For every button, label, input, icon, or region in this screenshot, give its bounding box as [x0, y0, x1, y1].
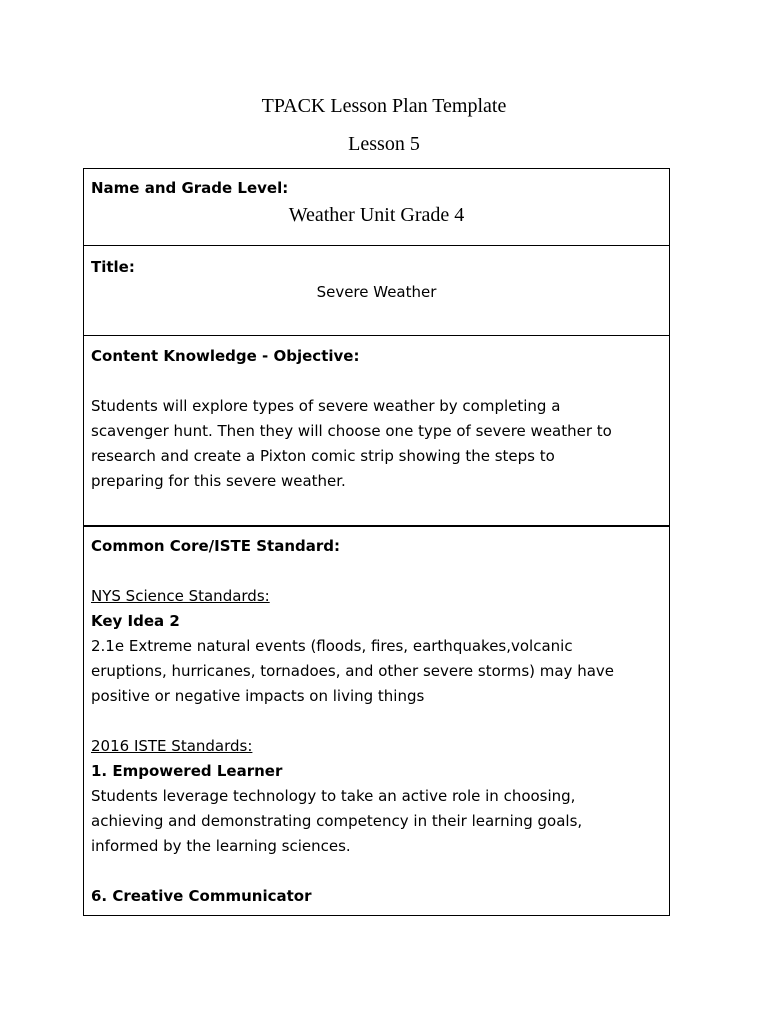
title-row — [84, 246, 669, 336]
title-value: Severe Weather — [316, 283, 437, 301]
lesson-plan-table — [83, 168, 670, 916]
objective-line: scavenger hunt. Then they will choose one type of severe weather to — [91, 422, 612, 440]
key-idea-line: positive or negative impacts on living things — [91, 687, 425, 705]
title-label: Title: — [91, 258, 135, 276]
iste-standards-heading: 2016 ISTE Standards: — [91, 737, 253, 755]
name-grade-label: Name and Grade Level: — [91, 179, 289, 197]
name-grade-value: Weather Unit Grade 4 — [288, 204, 465, 226]
standard-1-line: achieving and demonstrating competency in their learning goals, — [91, 812, 583, 830]
standard-1-line: informed by the learning sciences. — [91, 837, 351, 855]
objective-line: research and create a Pixton comic strip showing the steps to — [91, 447, 555, 465]
standards-label: Common Core/ISTE Standard: — [91, 537, 340, 555]
nys-standards-heading: NYS Science Standards: — [91, 587, 270, 605]
standard-1-title: 1. Empowered Learner — [91, 762, 283, 780]
name-grade-row — [84, 169, 669, 246]
standard-6-title: 6. Creative Communicator — [91, 887, 312, 905]
standards-row — [84, 527, 669, 915]
page-title: TPACK Lesson Plan Template — [261, 95, 507, 117]
standard-1-line: Students leverage technology to take an active role in choosing, — [91, 787, 576, 805]
key-idea-line: eruptions, hurricanes, tornadoes, and other severe storms) may have — [91, 662, 615, 680]
content-knowledge-row — [84, 336, 669, 527]
key-idea-line: 2.1e Extreme natural events (floods, fires, earthquakes,volcanic — [91, 637, 573, 655]
objective-line: preparing for this severe weather. — [91, 472, 346, 490]
objective-line: Students will explore types of severe weather by completing a — [91, 397, 561, 415]
content-knowledge-label: Content Knowledge - Objective: — [91, 347, 360, 365]
lesson-number: Lesson 5 — [348, 133, 420, 155]
key-idea-heading: Key Idea 2 — [91, 612, 180, 630]
